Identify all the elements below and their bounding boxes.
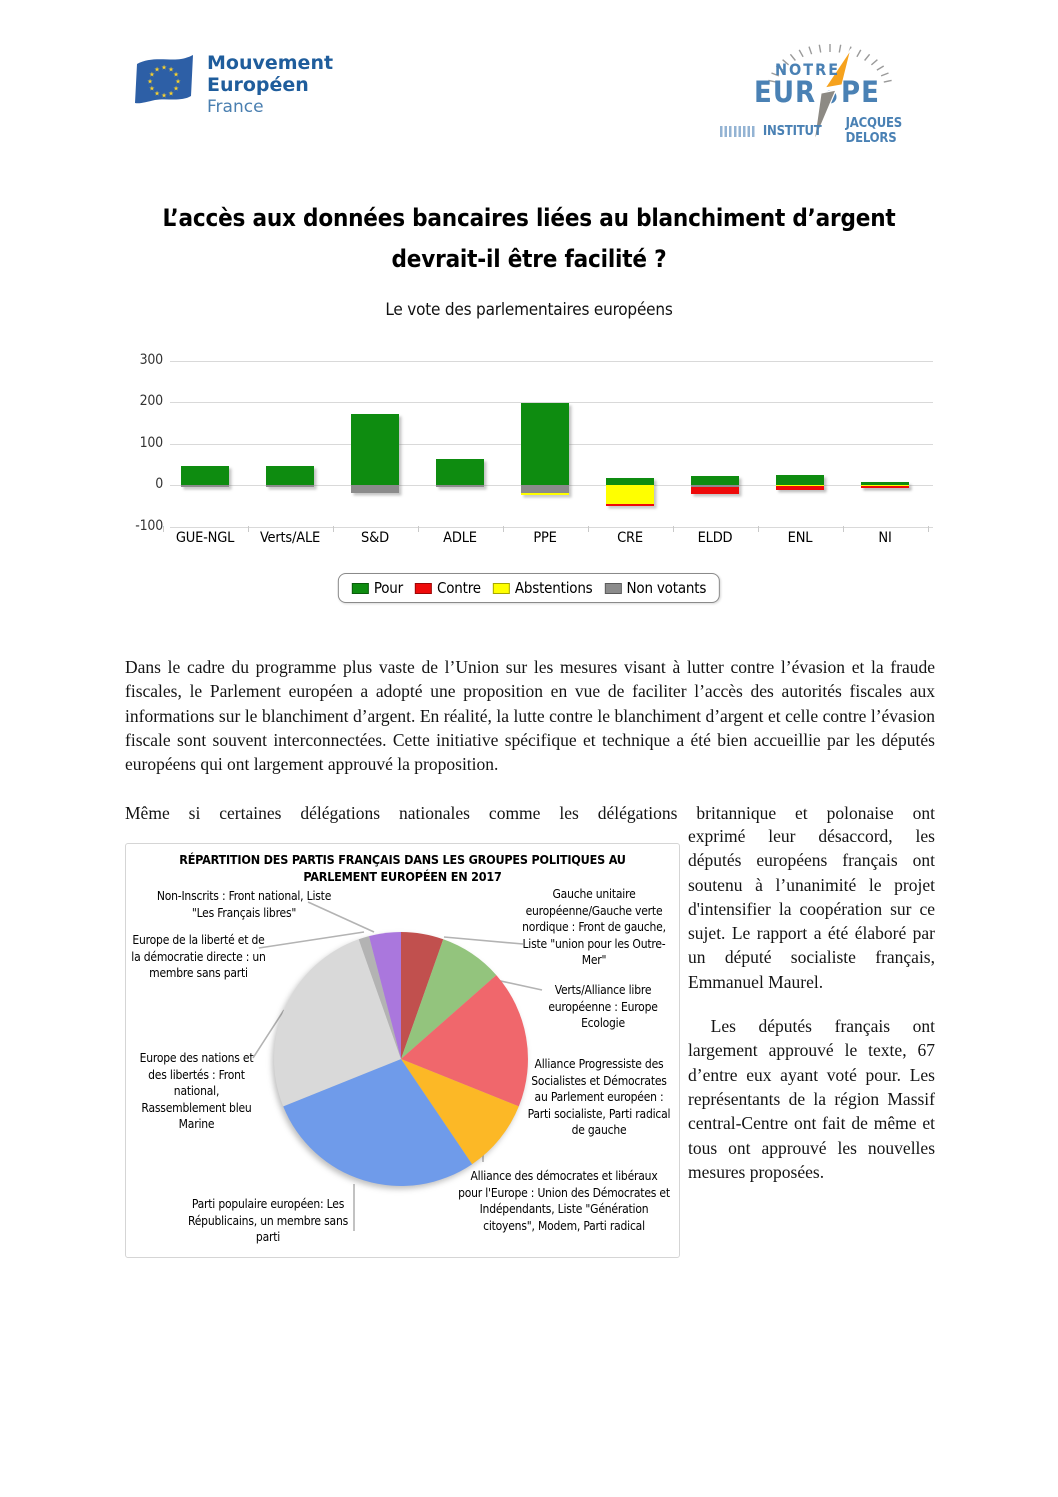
x-axis-category-label: CRE	[617, 530, 643, 546]
notre-europe-logo	[718, 42, 950, 146]
pie-label-verts: Verts/Alliance libre européenne : Europe Ecologie	[548, 983, 658, 1030]
x-axis-category-label: S&D	[361, 530, 389, 546]
y-axis-tick-label: 300	[139, 351, 163, 368]
legend-item	[605, 579, 707, 597]
bar-segment	[691, 476, 739, 485]
institut-label: INSTITUT	[762, 123, 822, 139]
leader-line	[444, 937, 523, 944]
bar-segment	[521, 403, 569, 485]
bar-segment	[266, 485, 314, 487]
compass-tick	[881, 73, 888, 76]
compass-tick	[871, 60, 877, 65]
eu-star: ★	[148, 85, 155, 93]
bar-chart	[125, 348, 935, 553]
eu-star: ★	[147, 78, 153, 86]
eu-star: ★	[161, 64, 167, 72]
eu-star: ★	[173, 71, 180, 79]
bar-segment	[351, 485, 399, 493]
legend-color-chip	[605, 583, 622, 594]
x-axis-category-label: GUE-NGL	[175, 530, 235, 546]
pie-label-gue-ngl: Gauche unitaire européenne/Gauche verte nordique : Front de gauche, Liste "union pour les Outre-Mer"	[522, 887, 666, 967]
barcode-icon	[720, 126, 757, 137]
logo-line-1: Mouvement	[207, 52, 334, 74]
axis-tick	[928, 526, 929, 532]
legend-item	[415, 579, 481, 597]
bar-segment	[521, 485, 569, 493]
pie-label-eldd: Europe de la liberté et de la démocratie directe : un membre sans parti	[131, 933, 266, 980]
y-axis-tick-label: 100	[139, 434, 163, 451]
legend-label: Abstentions	[514, 579, 593, 597]
bar-segment	[436, 485, 484, 487]
legend-color-chip	[352, 583, 369, 594]
legend-item	[352, 579, 403, 597]
y-axis-tick-label: 0	[155, 476, 163, 492]
figure-title: RÉPARTITION DES PARTIS FRANÇAIS DANS LES GROUPES POLITIQUES AU PARLEMENT EUROPÉEN EN 2017	[179, 852, 626, 884]
x-axis-category-label: ELDD	[697, 530, 733, 546]
page-title-line-1: L’accès aux données bancaires liées au blanchiment d’argent	[162, 204, 896, 232]
legend-color-chip	[493, 583, 510, 594]
compass-tick	[884, 80, 892, 82]
compass-tick	[839, 45, 840, 53]
bar-segment	[691, 487, 739, 494]
axis-tick	[248, 526, 249, 532]
notre-label: NOTRE	[775, 60, 841, 79]
right-text-column	[688, 824, 935, 1184]
compass-tick	[809, 47, 812, 55]
compass-tick	[865, 54, 870, 60]
y-axis-tick-label: -100	[135, 517, 163, 534]
bar-segment	[776, 486, 824, 490]
paragraph-2-rest: exprimé leur désaccord, les députés européens français ont soutenu à l’unanimité le projet d'intensifier la coopération sur ce sujet. Le rapport a été élaboré par un député socialiste français, Emmanuel Maurel.	[688, 826, 935, 992]
legend-label: Contre	[436, 579, 481, 597]
paragraph-3: Les députés français ont largement approuvé le texte, 67 d’entre eux ayant voté pour. Les représentants de la région Massif central-Centre ont fait de même et tous ont approuvé les nouvelles mesures proposées.	[688, 1016, 935, 1182]
eu-star: ★	[154, 66, 160, 74]
pie-label-enl: Europe des nations et des libertés : Front national, Rassemblement bleu Marine	[139, 1051, 254, 1131]
legend-color-chip	[415, 583, 432, 594]
pe-label: PE	[841, 75, 880, 109]
eu-star: ★	[161, 92, 167, 100]
eu-star: ★	[168, 66, 174, 74]
legend-item	[493, 579, 593, 597]
axis-tick	[843, 526, 844, 532]
x-axis-category-label: ENL	[787, 530, 813, 546]
axis-tick	[758, 526, 759, 532]
eu-star: ★	[148, 71, 155, 79]
page-title-line-2: devrait-il être facilité ?	[391, 245, 667, 273]
compass-tick	[819, 45, 820, 53]
gridline	[170, 361, 933, 362]
legend-label: Non votants	[626, 579, 707, 597]
logo-line-2: Européen	[207, 74, 309, 96]
paragraph-1: Dans le cadre du programme plus vaste de l’Union sur les mesures visant à lutter contre l’évasion et la fraude fiscales, le Parlement européen a adopté une proposition en vue de faciliter l’accès des autorités fiscales aux informations sur le blanchiment d’argent. En réalité, la lutte contre le blanchiment d’argent et celle contre l’évasion fiscale sont souvent interconnectées. Cette initiative spécifique et technique a été bien accueillie par les députés européens qui ont largement approuvé la proposition.	[125, 657, 935, 775]
pie-label-ppe: Parti populaire européen: Les Républicains, un membre sans parti	[187, 1197, 349, 1244]
x-axis-category-label: NI	[878, 530, 892, 546]
axis-tick	[503, 526, 504, 532]
eu-star: ★	[154, 90, 160, 98]
bar-segment	[606, 485, 654, 504]
mouvement-europeen-logo	[133, 48, 363, 128]
eu-flag-icon	[133, 52, 201, 114]
bar-segment	[606, 478, 654, 485]
eur-label: EUR	[754, 75, 817, 109]
pie-label-non-inscrits: Non-Inscrits : Front national, Liste "Les Français libres"	[156, 889, 332, 920]
bar-segment	[266, 466, 314, 485]
x-axis-category-label: Verts/ALE	[259, 530, 321, 546]
y-axis-tick-label: 200	[139, 393, 163, 409]
logo-line-3: France	[207, 97, 264, 117]
compass-tick	[857, 50, 861, 57]
eu-star: ★	[168, 90, 174, 98]
pie-slices	[274, 932, 528, 1186]
axis-tick	[588, 526, 589, 532]
paragraph-2-intro: Même si certaines délégations nationales comme les délégations britannique et polonaise ont	[125, 803, 935, 823]
chart-subtitle: Le vote des parlementaires européens	[385, 300, 673, 320]
eu-star: ★	[173, 85, 180, 93]
bar-segment	[351, 414, 399, 485]
bar-segment	[606, 504, 654, 506]
bar-segment	[861, 486, 909, 488]
x-axis-category-label: PPE	[533, 530, 557, 546]
gridline	[170, 527, 933, 528]
pie-label-adle: Alliance des démocrates et libéraux pour l'Europe : Union des Démocrates et Indépendants, Liste "Génération citoyens", Modem, Parti radical	[458, 1169, 670, 1233]
mouvement-europeen-wordmark	[207, 52, 333, 118]
axis-tick	[163, 526, 164, 532]
axis-tick	[418, 526, 419, 532]
legend-label: Pour	[373, 579, 403, 597]
bar-segment	[181, 485, 229, 487]
bar-segment	[181, 466, 229, 485]
bar-segment	[776, 475, 824, 485]
jacques-delors-label: JACQUES DELORS	[845, 116, 903, 146]
bar-segment	[521, 493, 569, 495]
pie-label-sd: Alliance Progressiste des Socialistes et Démocrates au Parlement européen : Parti socialiste, Parti radical de gauche	[527, 1057, 671, 1137]
axis-tick	[333, 526, 334, 532]
x-axis-category-label: ADLE	[443, 530, 477, 546]
pie-chart-figure	[125, 843, 680, 1258]
compass-tick	[799, 50, 803, 57]
eu-star: ★	[175, 78, 181, 86]
chart-legend	[338, 573, 720, 603]
compass-tick	[877, 66, 884, 70]
axis-tick	[673, 526, 674, 532]
institut-line	[720, 116, 948, 146]
bar-segment	[436, 459, 484, 485]
